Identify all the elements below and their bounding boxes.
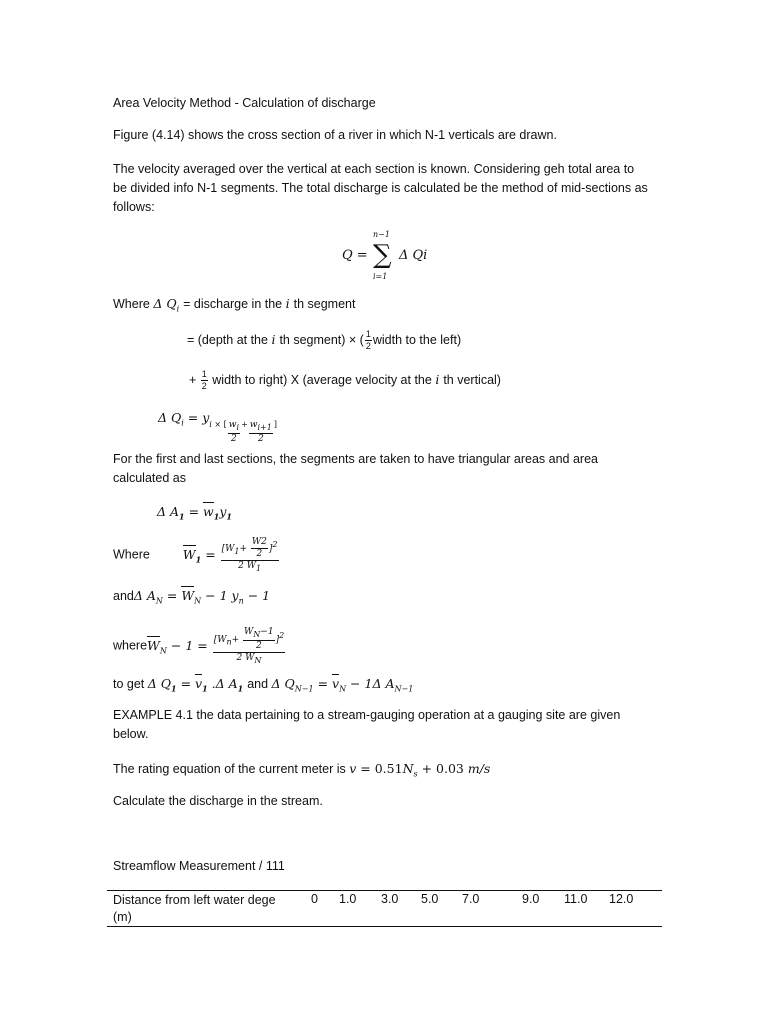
definition-width-right: + $\frac{1}{2}$ width to right) X (average velocity at the i th vertical) [189, 369, 501, 392]
table-cell: 1.0 [339, 892, 357, 906]
equation-delta-q: Δ $Q_i = y_i$ $_{\times [}$ $\frac{w_i}{2}$ $_+$ $\frac{w_{i+1}}{2}$ $_]$ [158, 410, 277, 444]
definition-delta-q: Where Δ $Q_i$ = discharge in the i th segment [113, 296, 356, 314]
page-reference: Streamflow Measurement / 111 [113, 859, 285, 873]
table-cell: 5.0 [421, 892, 439, 906]
table-row-label-line1: Distance from left water dege [113, 893, 276, 907]
equation-w1: Where $W_1$ = [$W_1+$ $\frac{W2}{2}$ ]$^2$ 2 $W_1$ [113, 537, 278, 573]
example-line-2: below. [113, 727, 149, 741]
calculate-instruction: Calculate the discharge in the stream. [113, 794, 323, 808]
paragraph-triangular-1: For the first and last sections, the segments are taken to have triangular areas and area [113, 452, 598, 466]
equation-wn: whereW$_N$ − 1 = [$W_n+$ $\frac{W_N-1}{2}$ ]$^2$ 2 $W_N$ [113, 627, 285, 665]
table-rule-bottom [107, 926, 662, 927]
paragraph-velocity-2: be divided info N-1 segments. The total discharge is calculated be the method of mid-sections as [113, 181, 648, 195]
equation-delta-a1: Δ $A_1 = w_1y_1$ [157, 504, 232, 522]
definition-depth: = (depth at the i th segment) × ( $\frac{1}{2}$ width to the left) [187, 329, 462, 352]
table-cell: 12.0 [609, 892, 634, 906]
example-line-1: EXAMPLE 4.1 the data pertaining to a stream-gauging operation at a gauging site are given [113, 708, 621, 722]
paragraph-figure: Figure (4.14) shows the cross section of a river in which N-1 verticals are drawn. [113, 128, 557, 142]
table-cell: 11.0 [564, 892, 588, 906]
table-cell: 7.0 [462, 892, 480, 906]
rating-equation: The rating equation of the current meter is $v = 0.51N_s + 0.03$ m/s [113, 761, 491, 779]
paragraph-velocity-3: follows: [113, 200, 155, 214]
heading: Area Velocity Method - Calculation of discharge [113, 96, 376, 110]
table-cell: 3.0 [381, 892, 399, 906]
table-row-label-line2: (m) [113, 910, 132, 924]
table-rule-top [107, 890, 662, 891]
equation-to-get: to get Δ $Q_1 = v_1$ .Δ $A_1$ and Δ $Q_{N-1} = v_N - 1\Delta$ $A_{N-1}$ [113, 676, 414, 694]
paragraph-triangular-2: calculated as [113, 471, 186, 485]
equation-delta-an: andΔ $A_N = W_N - 1$ $y_n - 1$ [113, 588, 271, 606]
table-row-label [113, 892, 276, 926]
paragraph-velocity-1: The velocity averaged over the vertical at each section is known. Considering geh total area to [113, 162, 635, 176]
equation-total-discharge: Q = ∑ n−1 i=1 Δ Qi [342, 230, 428, 281]
table-cell: 0 [311, 892, 318, 906]
table-cell: 9.0 [522, 892, 540, 906]
